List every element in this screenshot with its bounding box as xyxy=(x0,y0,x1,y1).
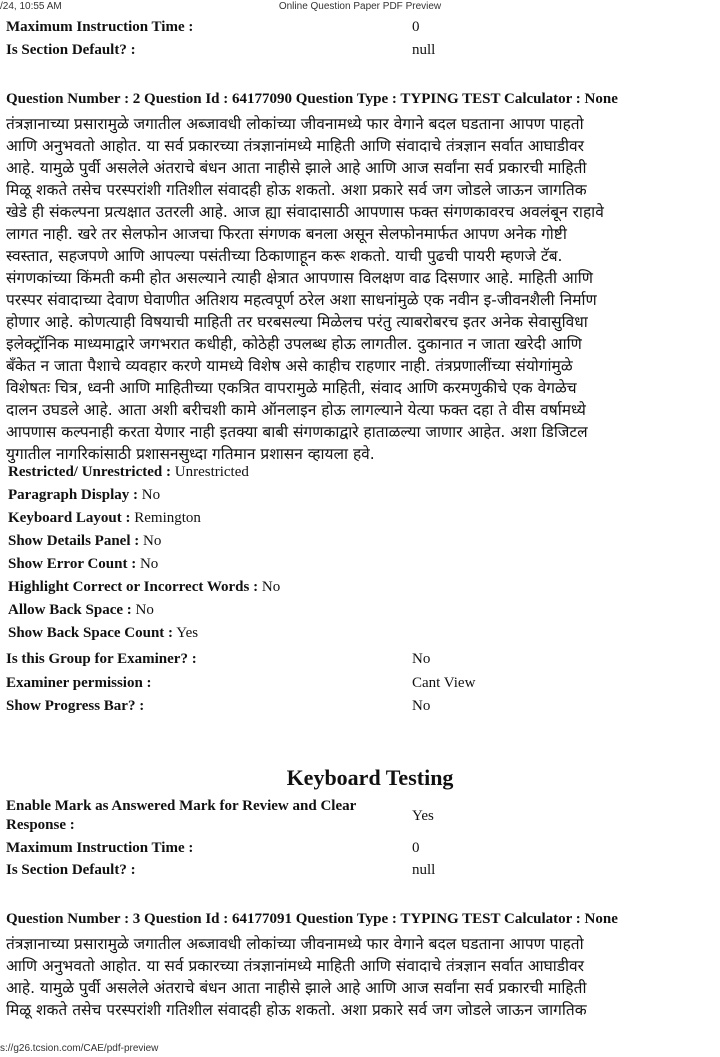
option-label: Paragraph Display : xyxy=(8,487,139,503)
passage-line: इलेक्ट्रॉनिक माध्यमाद्वारे जगभरात कधीही, कोठेही उपलब्ध होऊ लागतील. दुकानात न जाता खरेदी आणि xyxy=(6,335,582,353)
option-value: Remington xyxy=(134,510,201,526)
option-value: No xyxy=(261,579,281,595)
group-field-label: Show Progress Bar? : xyxy=(6,698,145,714)
option-value: Unrestricted xyxy=(174,464,249,480)
enable-mark-label-line-1: Enable Mark as Answered Mark for Review and Clear xyxy=(6,798,357,814)
passage-line: तंत्रज्ञानाच्या प्रसारामुळे जगातील अब्जावधी लोकांच्या जीवनामध्ये फार वेगाने बदल घडताना आपण पाहतो xyxy=(6,935,584,953)
enable-mark-label-line-2: Response : xyxy=(6,817,75,833)
option-label: Restricted/ Unrestricted : xyxy=(8,464,171,480)
group-field-value: Cant View xyxy=(412,675,476,691)
passage-line: मिळू शकते तसेच परस्परांशी गतिशील संवादही होऊ शकतो. अशा प्रकारे सर्व जग जोडले जाऊन जागतिक xyxy=(6,1001,587,1019)
passage-line: बँकेत न जाता पैशाचे व्यवहार करणे यामध्ये विशेष असे काहीच राहणार नाही. तंत्रप्रणालींच्या संयोगांमुळे xyxy=(6,357,573,375)
option-row xyxy=(8,510,201,527)
option-value: No xyxy=(135,602,154,618)
passage-line: लागत नाही. खरे तर सेलफोन आजचा फिरता संगणक बनला असून सेलफोनमार्फत आपण अनेक गोष्टी xyxy=(6,225,567,243)
option-row xyxy=(8,625,198,642)
field-value-max-instruction-time: 0 xyxy=(412,19,420,35)
passage-line: विशेषतः चित्र, ध्वनी आणि माहितीच्या एकत्रित वापरामुळे माहिती, संवाद आणि करमणुकीचे एक वेगळेच xyxy=(6,379,577,397)
field-label-is-section-default: Is Section Default? : xyxy=(6,42,136,58)
option-row xyxy=(8,464,249,481)
group-field-label: Is this Group for Examiner? : xyxy=(6,651,197,667)
field-label-max-instruction-time: Maximum Instruction Time : xyxy=(6,19,194,35)
group-field-value: No xyxy=(412,698,431,714)
passage-line: आणि अनुभवतो आहोत. या सर्व प्रकारच्या तंत्रज्ञानांमध्ये माहिती आणि संवादाचे तंत्रज्ञान सर्वात आघाडीवर xyxy=(6,957,585,975)
option-label: Show Details Panel : xyxy=(8,533,140,549)
passage-line: आहे. यामुळे पुर्वी असलेले अंतराचे बंधन आता नाहीसे झाले आहे आणि आज सर्वांना सर्व प्रकारची माहिती xyxy=(6,159,587,177)
option-label: Keyboard Layout : xyxy=(8,510,131,526)
section-field-value-max-instruction-time: 0 xyxy=(412,840,420,856)
passage-line: आहे. यामुळे पुर्वी असलेले अंतराचे बंधन आता नाहीसे झाले आहे आणि आज सर्वांना सर्व प्रकारची माहिती xyxy=(6,979,587,997)
section-field-label-max-instruction-time: Maximum Instruction Time : xyxy=(6,840,194,856)
print-datetime: /24, 10:55 AM xyxy=(0,1,62,12)
option-row xyxy=(8,602,154,619)
group-field-label: Examiner permission : xyxy=(6,675,152,691)
option-label: Highlight Correct or Incorrect Words : xyxy=(8,579,259,595)
print-title: Online Question Paper PDF Preview xyxy=(278,1,442,12)
passage-line: तंत्रज्ञानाच्या प्रसारामुळे जगातील अब्जावधी लोकांच्या जीवनामध्ये फार वेगाने बदल घडताना आपण पाहतो xyxy=(6,115,584,133)
question-3-passage xyxy=(6,933,716,1021)
section-field-value-is-section-default: null xyxy=(412,862,436,878)
browser-print-header xyxy=(0,0,720,14)
passage-line: होणार आहे. कोणत्याही विषयाची माहिती तर घरबसल्या मिळेलच परंतु त्याबरोबरच इतर अनेक सेवासुविधा xyxy=(6,313,588,331)
group-field-value: No xyxy=(412,651,431,667)
option-label: Allow Back Space : xyxy=(8,602,132,618)
passage-line: स्वस्तात, सहजपणे आणि आपल्या पसंतीच्या ठिकाणाहून करू शकतो. याची पुढची पायरी म्हणजे टॅब. xyxy=(6,247,563,265)
option-row xyxy=(8,487,160,504)
passage-line: आपणास कल्पनाही करता येणार नाही इतक्या बाबी संगणकाद्वारे हाताळल्या जाणार आहेत. अशा डिजिटल xyxy=(6,423,588,441)
option-value: No xyxy=(139,556,159,572)
enable-mark-value: Yes xyxy=(412,808,434,824)
field-value-is-section-default: null xyxy=(412,42,436,58)
option-row xyxy=(8,533,161,550)
option-label: Show Error Count : xyxy=(8,556,137,572)
passage-line: दालन उघडले आहे. आता अशी बरीचशी कामे ऑनलाइन होऊ लागल्याने येत्या फक्त दहा ते वीस वर्षामध्ये xyxy=(6,401,586,419)
question-2-passage xyxy=(6,113,716,465)
passage-line: आणि अनुभवतो आहोत. या सर्व प्रकारच्या तंत्रज्ञानांमध्ये माहिती आणि संवादाचे तंत्रज्ञान सर्वात आघाडीवर xyxy=(6,137,585,155)
passage-line: संगणकांच्या किंमती कमी होत असल्याने त्याही क्षेत्रात आपणास विलक्षण वाढ दिसणार आहे. माहिती आणि xyxy=(6,269,593,287)
passage-line: परस्पर संवादाच्या देवाण घेवाणीत अतिशय महत्वपूर्ण ठरेल अशा साधनांमुळे एक नवीन इ-जीवनशैली निर्माण xyxy=(6,291,597,309)
option-value: Yes xyxy=(176,625,199,641)
passage-line: मिळू शकते तसेच परस्परांशी गतिशील संवादही होऊ शकतो. अशा प्रकारे सर्व जग जोडले जाऊन जागतिक xyxy=(6,181,587,199)
print-footer-url: s://g26.tcsion.com/CAE/pdf-preview xyxy=(0,1043,159,1054)
section-title: Keyboard Testing xyxy=(286,765,454,790)
option-row xyxy=(8,579,280,596)
passage-line: युगातील नागरिकांसाठी प्रशासनसुध्दा गतिमान प्रशासन व्हायला हवे. xyxy=(6,445,375,463)
option-value: No xyxy=(141,487,161,503)
option-row xyxy=(8,556,158,573)
option-value: No xyxy=(143,533,162,549)
option-label: Show Back Space Count : xyxy=(8,625,174,641)
passage-line: खेडे ही संकल्पना प्रत्यक्षात उतरली आहे. आज ह्या संवादासाठी आपणास फक्त संगणकावरच अवलंबून राहावे xyxy=(6,203,604,221)
question-3-heading: Question Number : 3 Question Id : 64177091 Question Type : TYPING TEST Calculator : None xyxy=(6,911,618,927)
question-2-heading: Question Number : 2 Question Id : 64177090 Question Type : TYPING TEST Calculator : None xyxy=(6,91,618,107)
section-field-label-is-section-default: Is Section Default? : xyxy=(6,862,136,878)
